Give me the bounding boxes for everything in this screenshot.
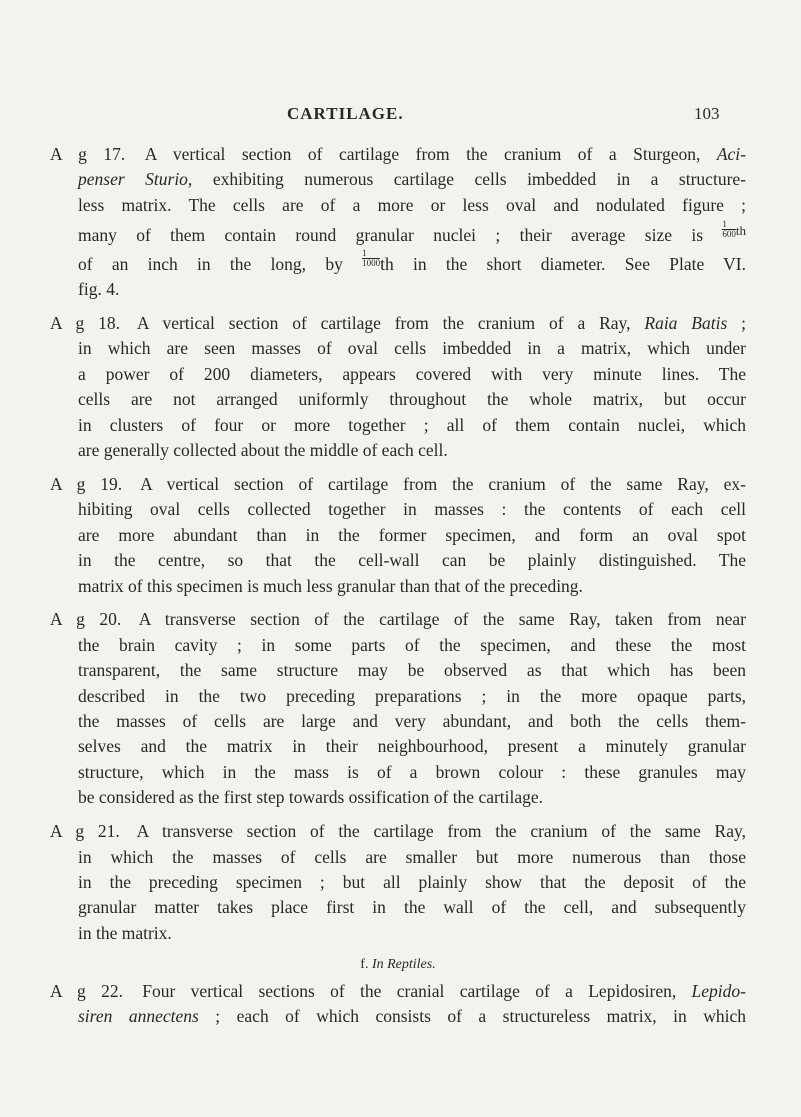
entry-id: A g 22. bbox=[50, 980, 123, 1001]
page-number: 103 bbox=[694, 104, 720, 123]
running-title: CARTILAGE. bbox=[287, 104, 404, 123]
catalogue-entry-ag18: A g 18. A vertical section of cartilage from the cranium of a Ray, Raia Batis ; in which are seen masses of oval cells imbedded in a matrix, which under a power of 200 diameters, appears covered with very minute lines. The cells are not arranged uniformly throughout the whole matrix, but occur in clusters of four or more together ; all of them contain nuclei, which are generally collected about the middle of each cell. bbox=[50, 312, 746, 460]
catalogue-text bbox=[50, 142, 746, 1038]
catalogue-entry-ag22: A g 22. Four vertical sections of the cranial cartilage of a Lepidosiren, Lepido- siren annectens ; each of which consists of a structureless matrix, in which bbox=[50, 980, 747, 1027]
fraction: $\frac{1}{1000}$ bbox=[362, 247, 381, 268]
entry-id: A g 18. bbox=[50, 312, 121, 333]
entry-id: A g 20. bbox=[50, 609, 122, 630]
catalogue-entry-ag21: A g 21. A transverse section of the cartilage from the cranium of the same Ray, in which the masses of cells are smaller but more numerous than those in the preceding specimen ; but all plainly show that the deposit of the granular matter takes place first in the wall of the cell, and subsequently in the matrix. bbox=[50, 821, 746, 943]
section-heading: f. In Reptiles. bbox=[360, 956, 436, 972]
catalogue-entry-ag17: A g 17. A vertical section of cartilage from the cranium of a Sturgeon, Aci- penser Sturio, exhibiting numerous cartilage cells imbedded in a structure- less matrix. The cells are of a more or less oval and nodulated figure ; many of them contain round granular nuclei ; their average size is $\frac{1}{600}$ $^{th}$ of an inch in the long, by $\frac{1}{1000}$ th in the short diameter. See Plate VI. fig. 4. bbox=[50, 144, 747, 300]
fraction: $\frac{1}{600}$ bbox=[722, 219, 736, 240]
entry-id: A g 17. bbox=[50, 144, 126, 164]
catalogue-entry-ag20: A g 20. A transverse section of the cartilage of the same Ray, taken from near the brain cavity ; in some parts of the specimen, and these the most transparent, the same structure may be observed as that which has been described in the two preceding preparations ; in the more opaque parts, the masses of cells are large and very abundant, and both the cells them- selves and the matrix in their neighbourhood, present a minutely granular structure, which in the mass is of a brown colour : these granules may be considered as the first step towards ossification of the cartilage. bbox=[50, 609, 746, 808]
entry-id: A g 21. bbox=[50, 821, 120, 842]
running-head bbox=[0, 104, 801, 128]
entry-id: A g 19. bbox=[50, 473, 123, 494]
catalogue-entry-ag19: A g 19. A vertical section of cartilage from the cranium of the same Ray, ex- hibiting oval cells collected together in masses : the contents of each cell are more abundant than in the former specimen, and form an oval spot in the centre, so that the cell-wall can be plainly distinguished. The matrix of this specimen is much less granular than that of the preceding. bbox=[50, 473, 746, 596]
